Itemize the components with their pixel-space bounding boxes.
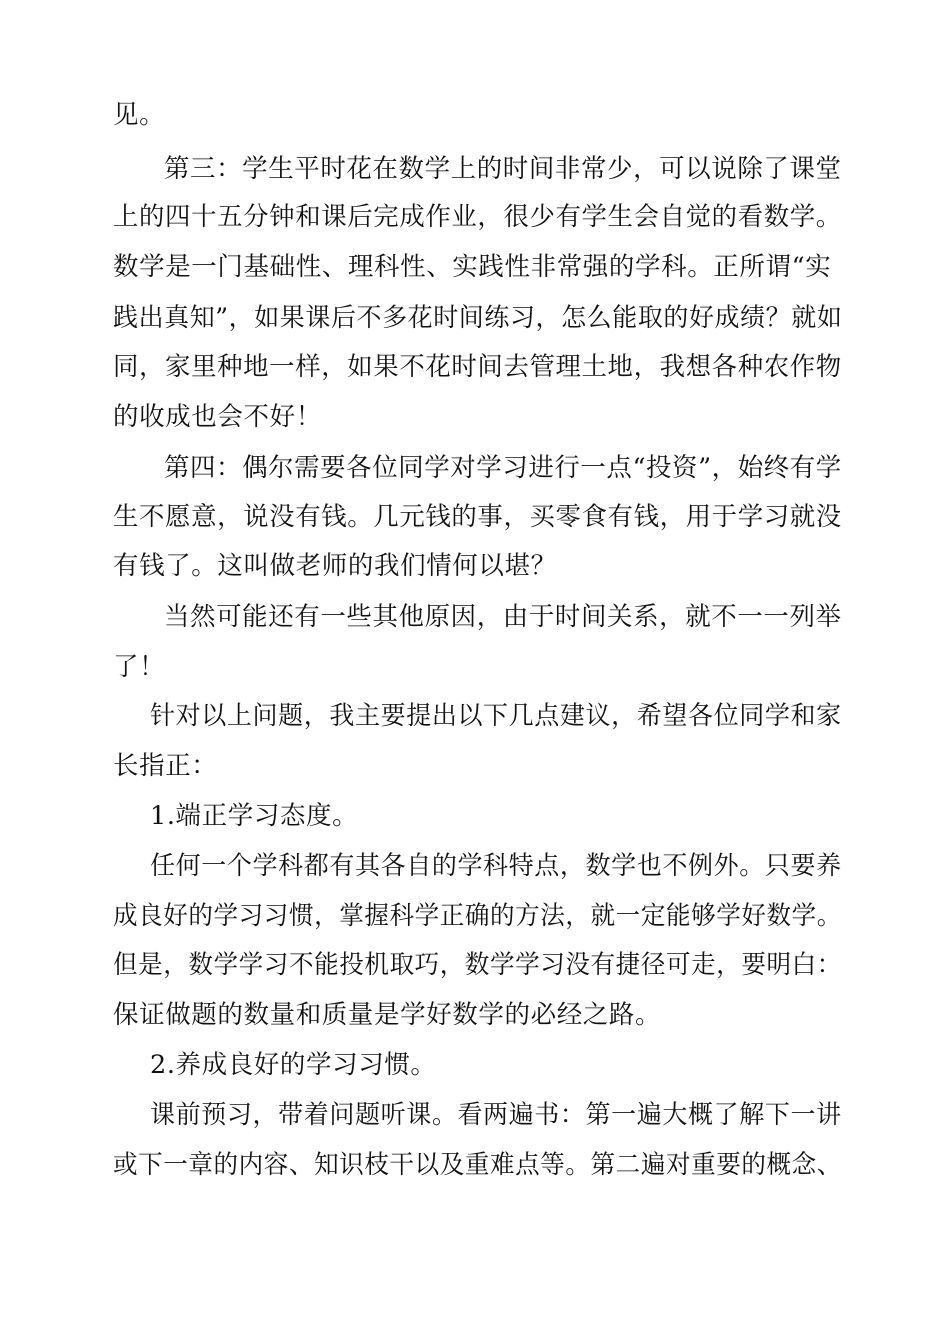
text-line: 但是，数学学习不能投机取巧，数学学习没有捷径可走，要明白： xyxy=(113,950,842,980)
text-line: 见。 xyxy=(113,100,166,130)
text-line: 长指正： xyxy=(113,751,218,781)
text-line: 上的四十五分钟和课后完成作业，很少有学生会自觉的看数学。 xyxy=(113,202,842,232)
text-line: 1.端正学习态度。 xyxy=(150,801,359,831)
text-line: 第三：学生平时花在数学上的时间非常少，可以说除了课堂 xyxy=(164,154,842,184)
text-line: 或下一章的内容、知识枝干以及重难点等。第二遍对重要的概念、 xyxy=(113,1150,842,1180)
text-line: 有钱了。这叫做老师的我们情何以堪？ xyxy=(113,551,557,581)
text-line: 保证做题的数量和质量是学好数学的必经之路。 xyxy=(113,1000,662,1030)
text-line: 了！ xyxy=(113,652,166,682)
text-line: 针对以上问题，我主要提出以下几点建议，希望各位同学和家 xyxy=(150,701,842,731)
text-line: 数学是一门基础性、理科性、实践性非常强的学科。正所谓“实 xyxy=(113,252,832,282)
text-line: 当然可能还有一些其他原因，由于时间关系，就不一一列举 xyxy=(164,602,842,632)
text-line: 成良好的学习习惯，掌握科学正确的方法，就一定能够学好数学。 xyxy=(113,901,842,931)
text-line: 2.养成良好的学习习惯。 xyxy=(150,1050,437,1080)
text-line: 践出真知”，如果课后不多花时间练习，怎么能取的好成绩？就如 xyxy=(113,303,843,333)
text-line: 第四：偶尔需要各位同学对学习进行一点“投资”，始终有学 xyxy=(164,453,842,483)
text-line: 的收成也会不好！ xyxy=(113,402,322,432)
text-line: 同，家里种地一样，如果不花时间去管理土地，我想各种农作物 xyxy=(113,352,842,382)
text-line: 课前预习，带着问题听课。看两遍书：第一遍大概了解下一讲 xyxy=(150,1100,842,1130)
text-line: 生不愿意，说没有钱。几元钱的事，买零食有钱，用于学习就没 xyxy=(113,502,842,532)
text-line: 任何一个学科都有其各自的学科特点，数学也不例外。只要养 xyxy=(150,851,842,881)
